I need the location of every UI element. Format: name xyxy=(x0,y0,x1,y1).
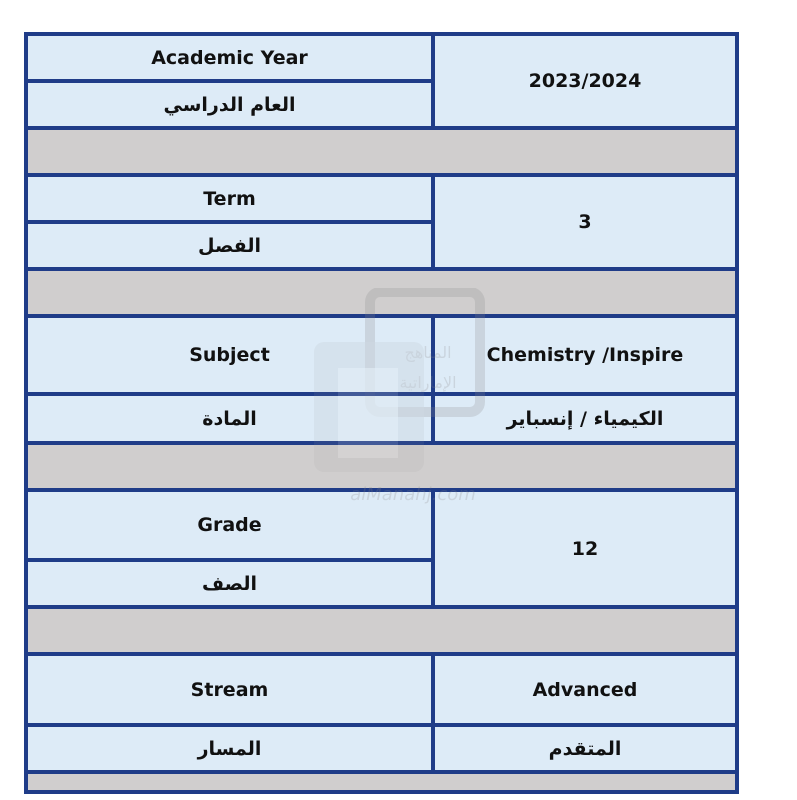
stream-label-en: Stream xyxy=(26,654,433,725)
term-label-en: Term xyxy=(26,175,433,222)
spacer-row xyxy=(26,607,737,654)
subject-ar-row xyxy=(26,394,737,443)
spacer-row xyxy=(26,269,737,316)
watermark-text-2: الإماراتية xyxy=(399,373,457,392)
stream-ar-row xyxy=(26,725,737,772)
stream-row xyxy=(26,654,737,725)
subject-value-ar: الكيمياء / إنسباير xyxy=(433,394,737,443)
academic-year-label-ar: العام الدراسي xyxy=(26,81,433,128)
stream-value-en: Advanced xyxy=(433,654,737,725)
stream-label-ar: المسار xyxy=(26,725,433,772)
watermark-text-3: alManahj.com xyxy=(350,484,476,505)
term-label-ar: الفصل xyxy=(26,222,433,269)
subject-row xyxy=(26,316,737,394)
grade-label-en: Grade xyxy=(26,490,433,560)
grade-value: 12 xyxy=(433,490,737,607)
grade-label-ar: الصف xyxy=(26,560,433,607)
spacer-row xyxy=(26,128,737,175)
term-value: 3 xyxy=(433,175,737,269)
watermark-text-1: المناهج xyxy=(404,343,452,362)
term-row xyxy=(26,175,737,222)
academic-year-row xyxy=(26,34,737,81)
subject-label-ar: المادة xyxy=(26,394,433,443)
spacer-row xyxy=(26,772,737,792)
course-info-table xyxy=(24,32,739,794)
grade-row xyxy=(26,490,737,560)
academic-year-value: 2023/2024 xyxy=(433,34,737,128)
spacer-row xyxy=(26,443,737,490)
subject-value-en: Chemistry /Inspire xyxy=(433,316,737,394)
academic-year-label-en: Academic Year xyxy=(26,34,433,81)
subject-label-en: Subject xyxy=(26,316,433,394)
stream-value-ar: المتقدم xyxy=(433,725,737,772)
